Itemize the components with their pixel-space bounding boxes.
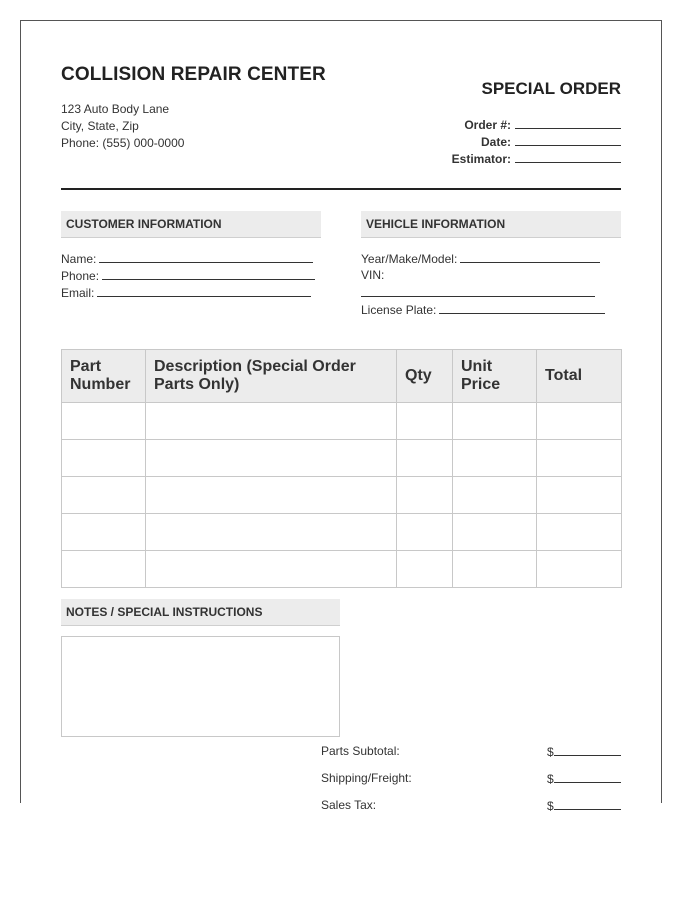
parts-table <box>61 349 622 588</box>
vehicle-plate-label: License Plate: <box>361 303 437 317</box>
description-cell[interactable] <box>146 403 397 440</box>
parts-table-header-row <box>62 350 622 403</box>
customer-email-line[interactable] <box>97 285 311 297</box>
company-address-line1: 123 Auto Body Lane <box>61 102 170 116</box>
order-number-field[interactable] <box>464 117 621 132</box>
sales-tax-label: Sales Tax: <box>321 798 377 812</box>
sales-tax-line[interactable] <box>554 798 621 810</box>
qty-cell[interactable] <box>397 440 453 477</box>
order-number-label: Order #: <box>464 118 511 132</box>
parts-subtotal-line[interactable] <box>554 744 621 756</box>
col-header-description: Description (Special Order Parts Only) <box>146 350 397 403</box>
unit-price-cell[interactable] <box>453 403 537 440</box>
qty-cell[interactable] <box>397 514 453 551</box>
part-number-cell[interactable] <box>62 514 146 551</box>
col-header-qty: Qty <box>397 350 453 403</box>
customer-email-field[interactable] <box>61 285 311 300</box>
vehicle-ymm-line[interactable] <box>460 251 600 263</box>
customer-phone-field[interactable] <box>61 268 315 283</box>
date-field[interactable] <box>481 134 621 149</box>
vehicle-plate-field[interactable] <box>361 302 605 317</box>
col-header-part-number: Part Number <box>62 350 146 403</box>
table-row <box>62 477 622 514</box>
header-divider <box>61 188 621 190</box>
company-address-line2: City, State, Zip <box>61 119 139 133</box>
col-header-total: Total <box>537 350 622 403</box>
vehicle-info-heading: VEHICLE INFORMATION <box>361 211 621 238</box>
table-row <box>62 551 622 588</box>
vehicle-vin-line[interactable] <box>361 296 595 297</box>
estimator-label: Estimator: <box>451 152 511 166</box>
unit-price-cell[interactable] <box>453 440 537 477</box>
description-cell[interactable] <box>146 551 397 588</box>
date-label: Date: <box>480 135 511 149</box>
estimator-line[interactable] <box>515 151 621 163</box>
sales-tax-field[interactable] <box>547 798 621 813</box>
part-number-cell[interactable] <box>62 477 146 514</box>
currency-symbol: $ <box>547 772 554 786</box>
vehicle-vin-field[interactable] <box>361 268 384 282</box>
customer-info-heading: CUSTOMER INFORMATION <box>61 211 321 238</box>
part-number-cell[interactable] <box>62 551 146 588</box>
unit-price-cell[interactable] <box>453 551 537 588</box>
table-row <box>62 514 622 551</box>
notes-heading: NOTES / SPECIAL INSTRUCTIONS <box>61 599 340 626</box>
customer-phone-label: Phone: <box>61 269 100 283</box>
description-cell[interactable] <box>146 514 397 551</box>
company-name: COLLISION REPAIR CENTER <box>61 64 326 85</box>
description-cell[interactable] <box>146 440 397 477</box>
unit-price-cell[interactable] <box>453 514 537 551</box>
qty-cell[interactable] <box>397 403 453 440</box>
unit-price-cell[interactable] <box>453 477 537 514</box>
vehicle-ymm-label: Year/Make/Model: <box>361 252 458 266</box>
currency-symbol: $ <box>547 799 554 813</box>
order-form-page <box>20 20 662 813</box>
total-cell[interactable] <box>537 477 622 514</box>
shipping-label: Shipping/Freight: <box>321 771 412 785</box>
notes-textarea[interactable] <box>61 636 340 737</box>
customer-phone-line[interactable] <box>102 268 315 280</box>
col-header-unit-price: Unit Price <box>453 350 537 403</box>
total-cell[interactable] <box>537 403 622 440</box>
vehicle-ymm-field[interactable] <box>361 251 600 266</box>
table-row <box>62 403 622 440</box>
qty-cell[interactable] <box>397 551 453 588</box>
part-number-cell[interactable] <box>62 440 146 477</box>
description-cell[interactable] <box>146 477 397 514</box>
customer-email-label: Email: <box>61 286 95 300</box>
qty-cell[interactable] <box>397 477 453 514</box>
date-line[interactable] <box>515 134 621 146</box>
total-cell[interactable] <box>537 551 622 588</box>
part-number-cell[interactable] <box>62 403 146 440</box>
parts-subtotal-label: Parts Subtotal: <box>321 744 400 758</box>
vehicle-vin-label: VIN: <box>361 268 385 282</box>
estimator-field[interactable] <box>452 151 621 166</box>
table-row <box>62 440 622 477</box>
currency-symbol: $ <box>547 745 554 759</box>
total-cell[interactable] <box>537 514 622 551</box>
vehicle-plate-line[interactable] <box>439 302 605 314</box>
order-number-line[interactable] <box>515 117 621 129</box>
customer-name-field[interactable] <box>61 251 313 266</box>
parts-subtotal-field[interactable] <box>547 744 621 759</box>
shipping-line[interactable] <box>554 771 621 783</box>
customer-name-line[interactable] <box>99 251 313 263</box>
company-phone: Phone: (555) 000-0000 <box>61 136 185 150</box>
total-cell[interactable] <box>537 440 622 477</box>
document-title: SPECIAL ORDER <box>481 79 621 98</box>
shipping-field[interactable] <box>547 771 621 786</box>
customer-name-label: Name: <box>61 252 97 266</box>
